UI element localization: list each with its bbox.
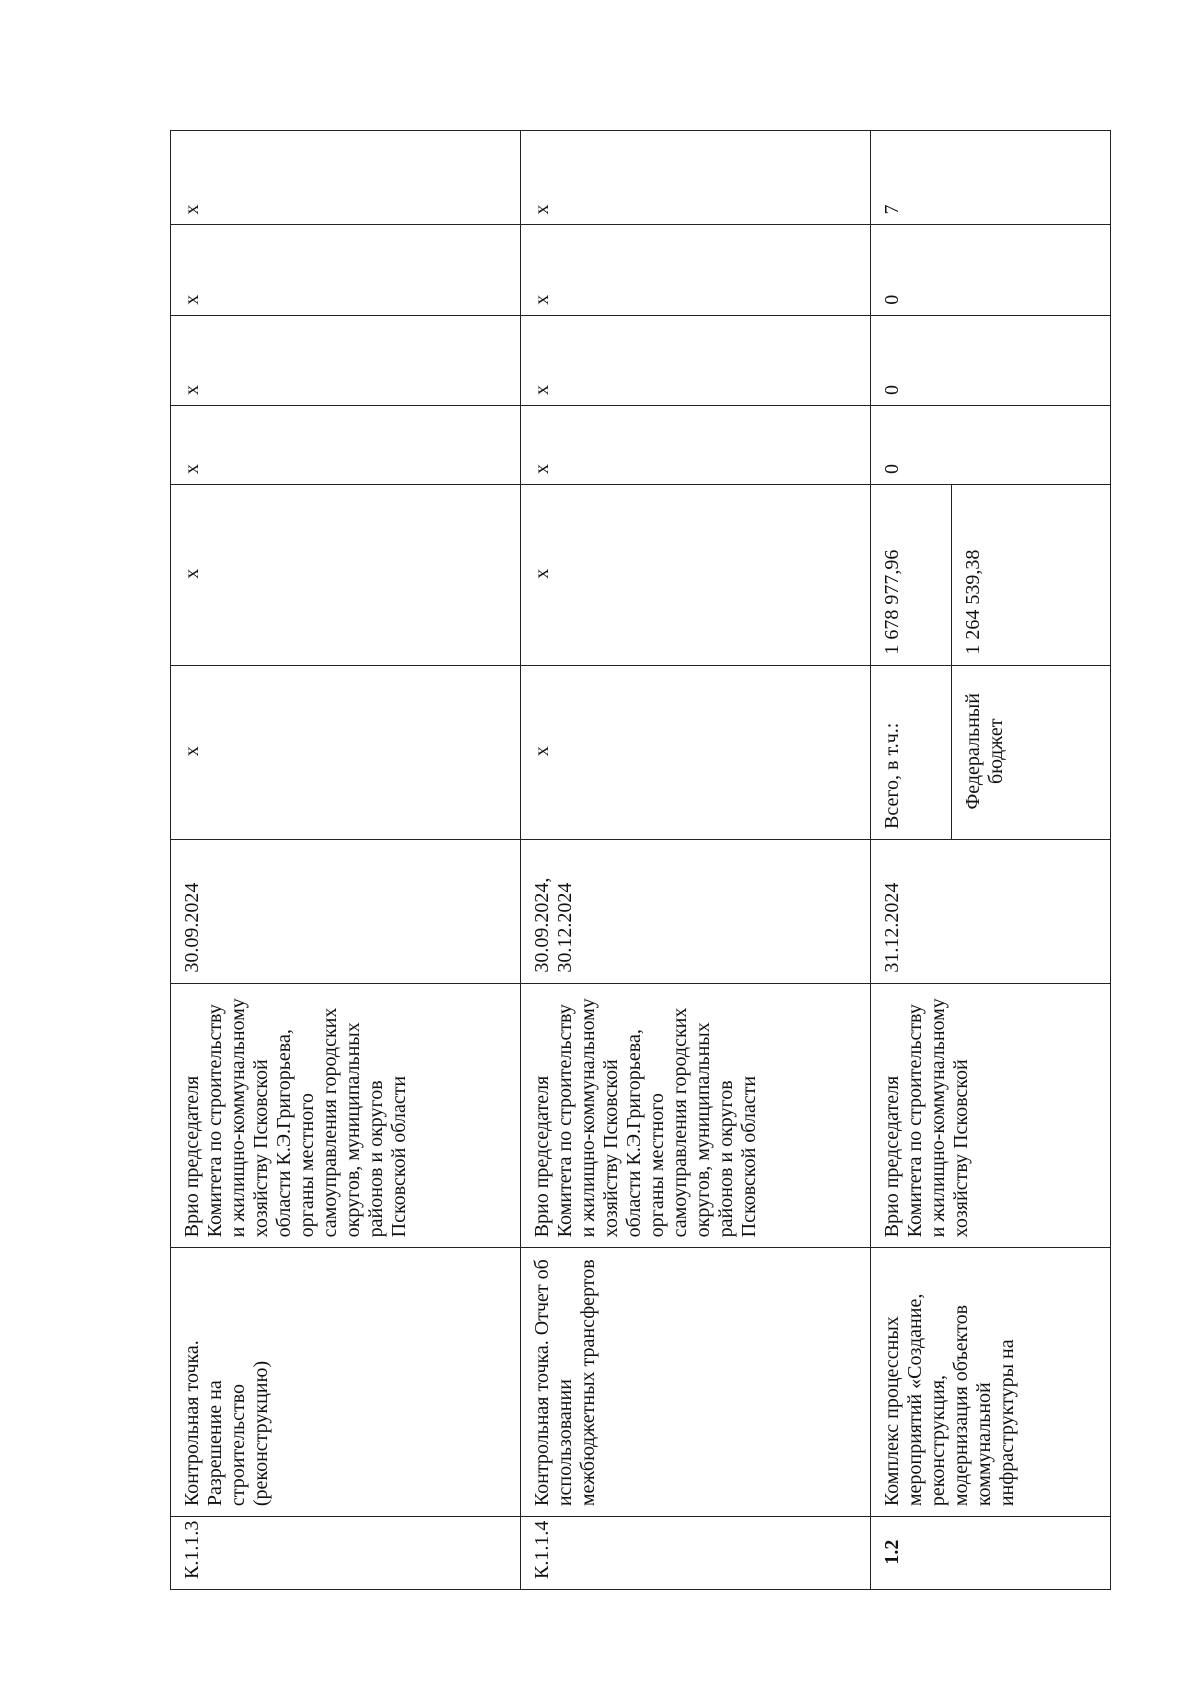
row-sum: х (521, 485, 871, 666)
row-date: 31.12.2024 (871, 840, 1111, 984)
table-row (871, 131, 1111, 1590)
row-name: Контрольная точка. Отчет об использовании межбюджетных трансфертов (521, 1248, 871, 1517)
row-value-1: х (171, 406, 521, 485)
rotated-table-container (170, 130, 1110, 1590)
source-total-label: Всего, в т.ч.: (871, 665, 951, 839)
source-sum-subtable (871, 485, 1110, 839)
row-id: К.1.1.3 (171, 1517, 521, 1590)
row-sum: х (171, 485, 521, 666)
row-value-1: х (521, 406, 871, 485)
row-responsible: Врио председателя Комитета по строительству и жилищно-коммунальному хозяйству Псковской области К.Э.Григорьева, органы местного самоуправления городских округов, муниципальных районов и округов Псковской области (171, 983, 521, 1248)
row-value-2: х (171, 315, 521, 405)
row-value-3: х (521, 225, 871, 315)
subtable-row-federal (951, 485, 1110, 839)
row-id: 1.2 (871, 1517, 1111, 1590)
source-sum-block (871, 485, 1111, 840)
row-value-4: х (171, 131, 521, 225)
row-value-2: 0 (871, 315, 1111, 405)
row-responsible: Врио председателя Комитета по строительству и жилищно-коммунальному хозяйству Псковской (871, 983, 1111, 1248)
row-value-2: х (521, 315, 871, 405)
budget-table (170, 130, 1111, 1590)
row-value-4: 7 (871, 131, 1111, 225)
sum-federal-value: 1 264 539,38 (951, 485, 1110, 665)
row-date: 30.09.2024 (171, 840, 521, 984)
row-name: Контрольная точка. Разрешение на строительство (реконструкцию) (171, 1248, 521, 1517)
source-federal-label: Федеральный бюджет (951, 665, 1110, 839)
row-name: Комплекс процессных мероприятий «Создание, реконструкция, модернизация объектов коммунальной инфраструктуры на (871, 1248, 1111, 1517)
row-date: 30.09.2024, 30.12.2024 (521, 840, 871, 984)
table-row (171, 131, 521, 1590)
row-value-4: х (521, 131, 871, 225)
subtable-row-total (871, 485, 951, 839)
row-id: К.1.1.4 (521, 1517, 871, 1590)
row-source: х (521, 665, 871, 839)
row-responsible: Врио председателя Комитета по строительству и жилищно-коммунальному хозяйству Псковской области К.Э.Григорьева, органы местного самоуправления городских округов, муниципальных районов и округов Псковской области (521, 983, 871, 1248)
sum-total-value: 1 678 977,96 (881, 549, 903, 655)
row-value-3: х (171, 225, 521, 315)
row-value-1: 0 (871, 406, 1111, 485)
row-value-3: 0 (871, 225, 1111, 315)
row-source: х (171, 665, 521, 839)
table-row (521, 131, 871, 1590)
